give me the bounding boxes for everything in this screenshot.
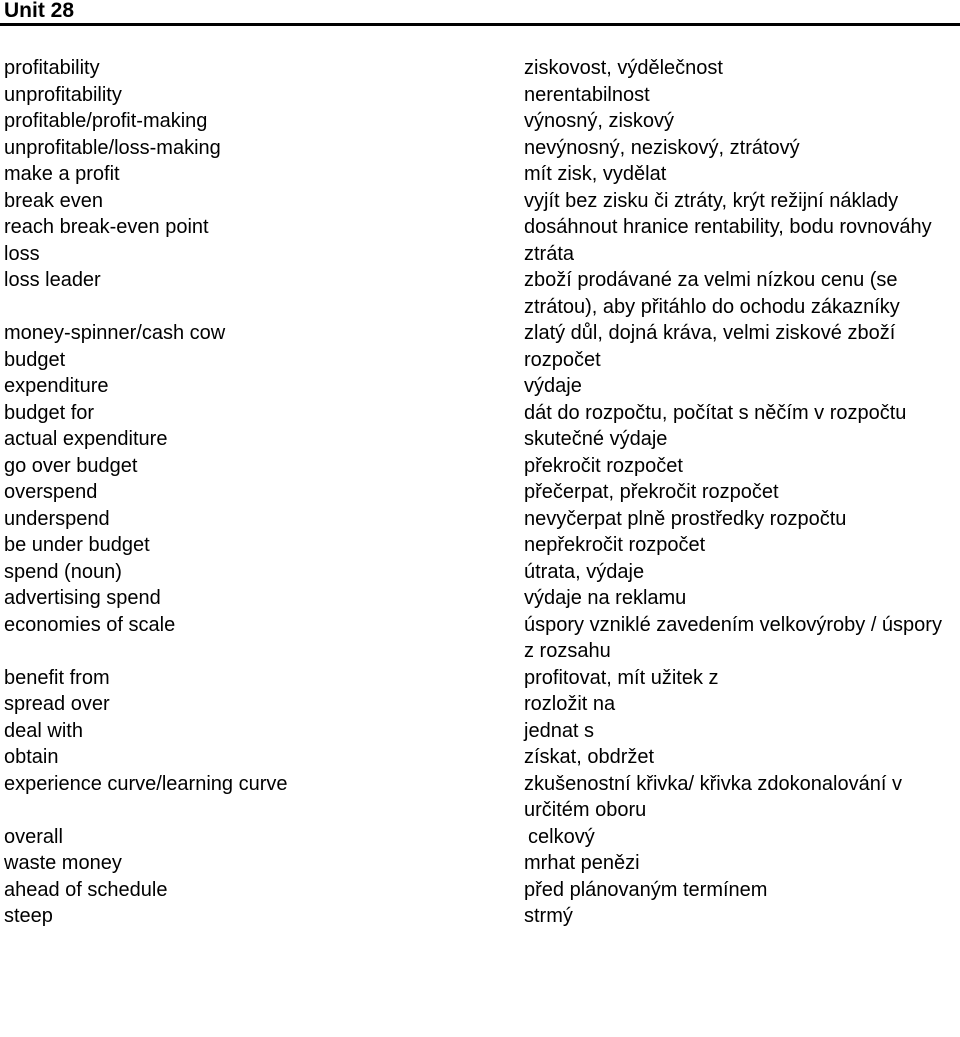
english-term: profitable/profit-making [4,110,208,132]
english-term: overall [4,825,63,848]
czech-translation: profitovat, mít užitek z [524,666,719,689]
vocab-row [0,267,960,320]
czech-translation: ztráta [524,242,575,265]
vocab-row [0,214,960,241]
vocab-row [0,453,960,480]
vocab-row [0,903,960,930]
english-term: go over budget [4,454,138,477]
czech-translation: výdaje [524,375,582,397]
czech-translation: zkušenostní křivka/ křivka zdokonalování v určitém oboru [524,772,902,821]
english-term: advertising spend [4,587,161,609]
english-term: ahead of schedule [4,878,168,901]
czech-translation: rozložit na [524,693,616,715]
czech-translation: přečerpat, překročit rozpočet [524,481,779,503]
czech-translation: úspory vzniklé zavedením velkovýroby / úspory z rozsahu [524,613,942,662]
czech-translation: nepřekročit rozpočet [524,534,706,556]
vocab-row [0,718,960,745]
english-term: make a profit [4,163,120,185]
vocab-row [0,824,960,851]
vocab-row [0,532,960,559]
czech-translation: výnosný, ziskový [524,110,675,132]
english-term: experience curve/learning curve [4,772,288,795]
czech-translation: jednat s [524,719,595,742]
czech-translation: útrata, výdaje [524,560,645,583]
english-term: overspend [4,481,98,503]
vocab-row [0,161,960,188]
vocab-row [0,612,960,665]
vocab-row [0,82,960,109]
english-term: economies of scale [4,613,176,636]
english-term: underspend [4,507,110,530]
english-term: obtain [4,746,59,768]
vocab-row [0,320,960,347]
english-term: unprofitable/loss-making [4,136,221,159]
vocab-row [0,744,960,771]
english-term: unprofitability [4,83,122,106]
english-term: break even [4,189,103,212]
czech-translation: dát do rozpočtu, počítat s něčím v rozpočtu [524,401,907,424]
vocab-row [0,426,960,453]
czech-translation: rozpočet [524,348,601,371]
english-term: profitability [4,57,100,79]
vocab-row [0,188,960,215]
header-rule [0,23,960,26]
vocab-row [0,506,960,533]
czech-translation: skutečné výdaje [524,428,668,450]
english-term: loss leader [4,269,101,291]
vocab-row [0,665,960,692]
english-term: money-spinner/cash cow [4,322,226,344]
vocab-row [0,55,960,82]
czech-translation: ziskovost, výdělečnost [524,57,723,79]
czech-translation: nerentabilnost [524,83,650,106]
english-term: be under budget [4,534,150,556]
czech-translation: mrhat penězi [524,852,640,874]
page-header [0,0,960,28]
english-term: actual expenditure [4,428,168,450]
czech-translation: celkový [528,825,595,848]
english-term: steep [4,905,53,927]
czech-translation: dosáhnout hranice rentability, bodu rovnováhy [524,216,932,238]
vocab-row [0,691,960,718]
czech-translation: strmý [524,905,573,927]
vocab-row [0,559,960,586]
czech-translation: nevyčerpat plně prostředky rozpočtu [524,507,847,530]
english-term: waste money [4,852,122,874]
czech-translation: mít zisk, vydělat [524,163,667,185]
czech-translation: zboží prodávané za velmi nízkou cenu (se ztrátou), aby přitáhlo do ochodu zákazníky [524,269,900,318]
vocab-row [0,347,960,374]
vocab-row [0,877,960,904]
vocab-row [0,373,960,400]
english-term: deal with [4,719,83,742]
czech-translation: nevýnosný, neziskový, ztrátový [524,136,800,159]
vocab-row [0,108,960,135]
vocab-row [0,585,960,612]
english-term: budget [4,348,66,371]
english-term: spend (noun) [4,560,122,583]
vocab-row [0,479,960,506]
english-term: budget for [4,401,95,424]
unit-title: Unit 28 [4,0,75,22]
czech-translation: před plánovaným termínem [524,878,768,901]
vocab-row [0,850,960,877]
czech-translation: výdaje na reklamu [524,587,687,609]
english-term: spread over [4,693,110,715]
english-term: expenditure [4,375,109,397]
english-term: loss [4,242,40,265]
vocab-row [0,241,960,268]
czech-translation: zlatý důl, dojná kráva, velmi ziskové zboží [524,322,896,344]
english-term: benefit from [4,666,110,689]
vocab-row [0,400,960,427]
czech-translation: překročit rozpočet [524,454,683,477]
czech-translation: vyjít bez zisku či ztráty, krýt režijní náklady [524,189,899,212]
czech-translation: získat, obdržet [524,746,655,768]
english-term: reach break-even point [4,216,209,238]
vocab-row [0,771,960,824]
vocab-row [0,135,960,162]
vocabulary-list [0,55,960,930]
